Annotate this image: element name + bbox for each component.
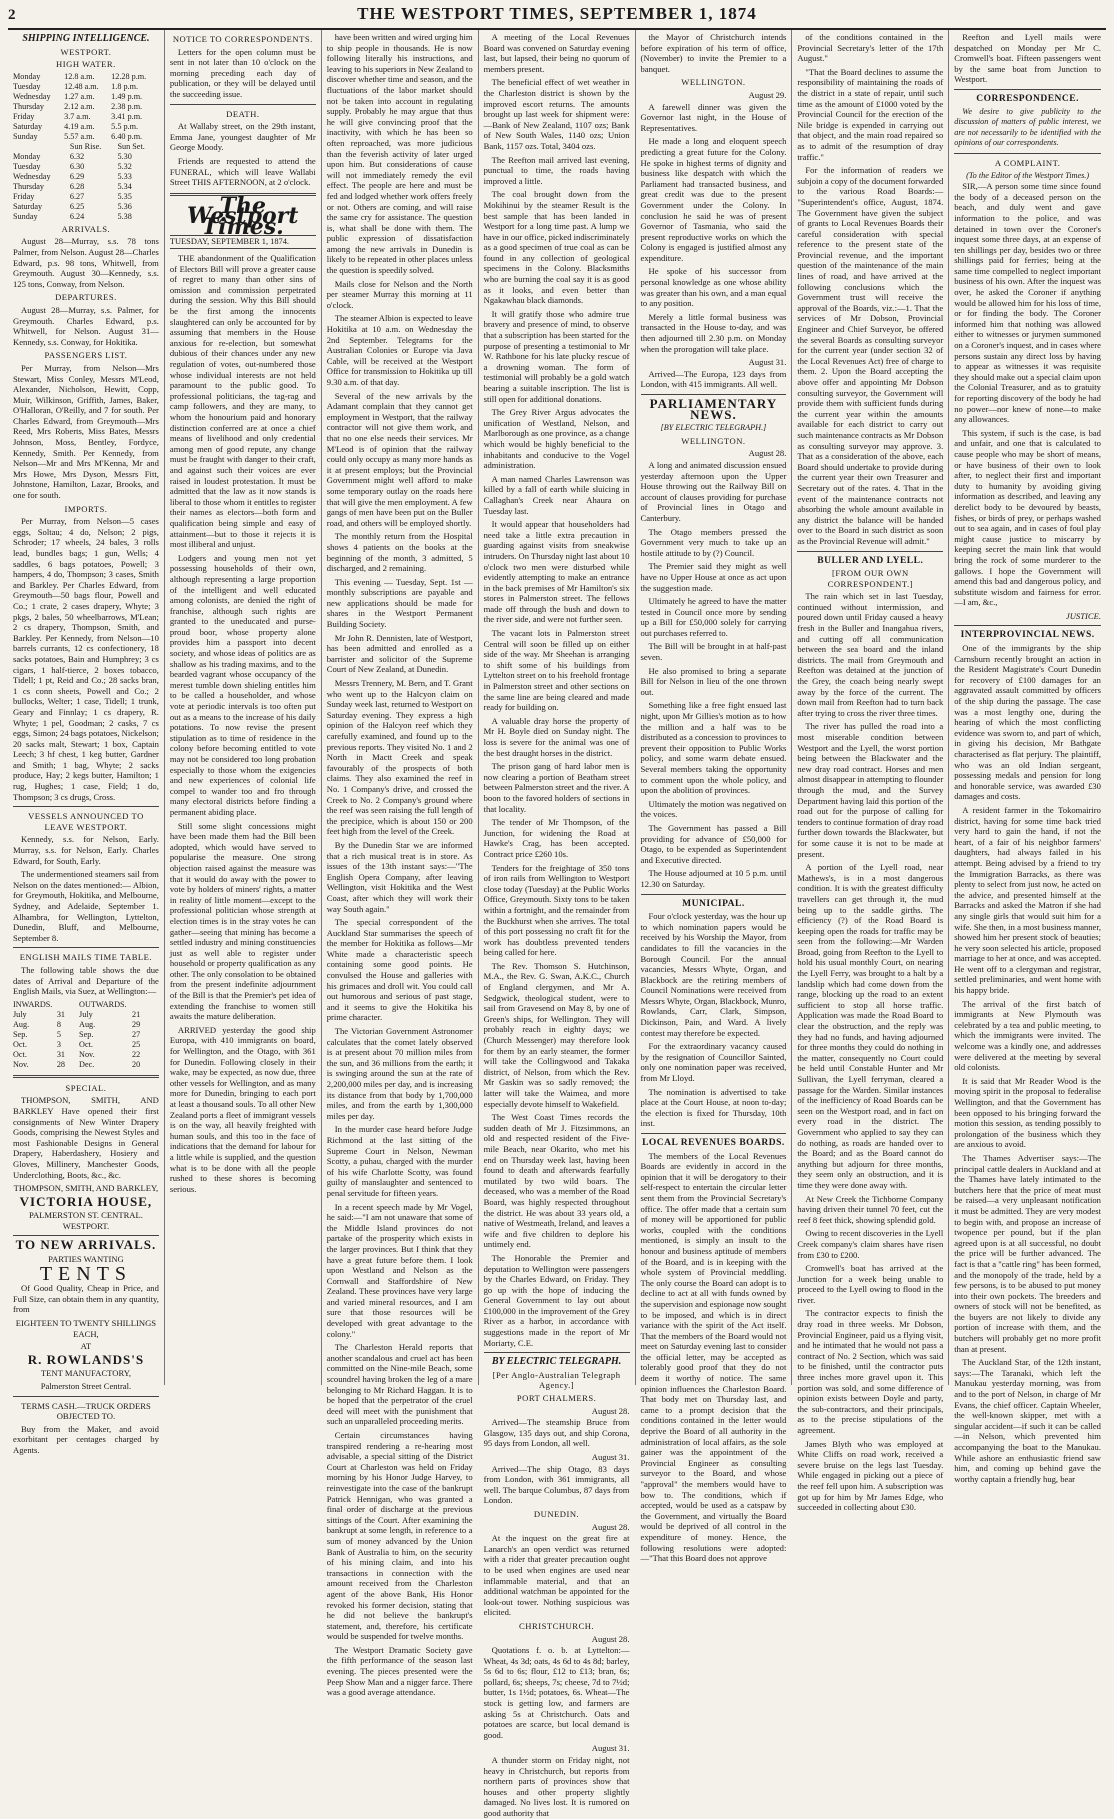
col7-paragraph: Reefton and Lyell mails were despatched on Monday per Mr C. Cromwell's boat. Fifteen passengers went by the same boat from Junction to Westport.	[954, 32, 1101, 85]
funeral-text: Friends are requested to attend the FUNERAL, which will leave Wallabi Street THIS AFTERNOON, at 2 o'clock.	[169, 155, 316, 188]
palmerston-address: PALMERSTON ST. CENTRAL. WESTPORT.	[28, 1210, 143, 1231]
westport-subheading: WESTPORT.	[60, 46, 112, 57]
col5-paragraph: For the extraordinary vacancy caused by the resignation of Councillor Sainted, only one nomination paper was received, from Mr Lloyd.	[640, 1041, 787, 1084]
mail-cell: 29	[131, 1019, 141, 1029]
mail-cell: 20	[131, 1059, 141, 1069]
col3-paragraph: The Westport Dramatic Society gave the fifth performance of the season last evening. The pieces presented were the Peep Show Man and a nigger farce. There was a good average attendance.	[326, 1644, 473, 1698]
mail-cell: July	[13, 1009, 27, 1019]
sun-row	[13, 182, 159, 192]
tide-cell: 3.7 a.m.	[64, 111, 91, 121]
col5-paragraph: The members of the Local Revenues Boards are evidently in accord in the opinion that it will be derogatory to their self-respect to entertain the circular letter sent them from the Provincial Secretary's office. The offer made that a certain sum of money will be apportioned for public works, coupled with the conditions mentioned, is simply an insult to the honour and business aptitude of members of the Board, and is in keeping with the whole system of Provincial meddling. The only course the Board can adopt is to decline to act at all with funds owned by the supervision and espionage now sought to be imposed, and which is in direct variance with the spirit of the Act itself. That the members of the Board would not meet on Saturday evening last to consider the official letter, may be accepted as tolerably good proof that they do not deem it worthy of notice. The same opinion influences the Charleston Board. That body met on Thursday last, and came to a prompt decision that the conditions contained in the letter would deprive the Board of all authority in the administration of local affairs, as the sole gainer was the appointment of the Provincial Engineer as consulting surveyor to the Board, and whose "approval" the members would have to bow to. The conditions, which if accepted, would be used as a catspaw by the Government, and virtually the Board would be deprived of all control in the expenditure of money. Hence, the following resolutions were adopted:—"That this Board does not approve	[640, 1150, 787, 1564]
sun-table	[13, 142, 159, 222]
arrivals-label: ARRIVALS.	[61, 223, 111, 234]
mail-cell: 22	[131, 1049, 141, 1059]
mail-cell: Aug.	[79, 1019, 96, 1029]
col4-paragraph: The Honorable the Premier and deputation to Wellington were passengers by the Charles Edward, on Friday. They go up with the hope of inducing the General Government to lay out about £100,000 in the improvement of the Grey River as a harbor, in accordance with suggestions made in the report of Mr Moriarty, C.E.	[483, 1252, 630, 1348]
sun-cell: Sunday	[13, 211, 38, 221]
tide-cell: 2.12 a.m.	[64, 101, 95, 111]
mail-row	[13, 1040, 159, 1050]
col4-paragraph: The Rev. Thomson S. Hutchinson, M.A., the Rev. G. Swan, A.K.C., Church of England clergymen, and Mr A. Sedgwick, theological student, were to sail from Gravesend on May 8, by one of Green's ships, for Wellington. They will probably reach in eighty days; we (Church Messenger) may therefore look for them by an early steamer, the former will take the Collingwood and Takaka district, of Nelson, from which the Rev. Mr Gaskin was so sadly removed; the latter will take the Waimea, and more especially devote himself to Wakefield.	[483, 960, 630, 1109]
tsb-name: THOMPSON, SMITH, AND BARKLEY,	[13, 1183, 159, 1194]
col5-paragraph: Four o'clock yesterday, was the hour up to which nomination papers would be received by his Worship the Mayor, from candidates to fill the vacancies in the Borough Council. For the annual vacancies, Messrs Whyte, Organ, and Blackbock are the retiring members of Council Nominations were received from Messrs Whyte, Organ, Blackbock, Munro, Rowlands, Carr, Clark, Simpson, Dickinson, Pain, and Ward. A lively contest may therefore be expected.	[640, 911, 787, 1038]
col3-paragraph: The Victorian Government Astronomer calculates that the comet lately observed is at present about 70 million miles from the sun, and 36 millions from the earth; it is swinging around the sun at the rate of 2,200,000 miles per day, and is increasing its distance from that body by 1,700,000 miles, and from the earth by 1,300,000 miles per day.	[326, 1026, 473, 1121]
col5-paragraph: The Otago members pressed the Government very much to take up an hostile attitude to by (?) Council.	[640, 526, 787, 558]
mail-row	[13, 1030, 159, 1040]
municipal-heading: MUNICIPAL.	[682, 898, 745, 909]
col5-paragraph: the Mayor of Christchurch intends before expiration of his term of office, (November) to invite the Premier to a banquet.	[640, 32, 787, 74]
col3-paragraph: Certain circumstances having transpired rendering a re-hearing most advisable, a special sitting of the District Court at Charleston was held on Friday morning by his Honor Judge Harvey, to reinvestigate into the case of the bankrupt Patrick Hennigan, who was granted a final order of discharge at the previous sittings of the Court. After examining the bankrupt at some length, in reference to a sum of money advanced by the Union Bank of Australia to him, on the security of his mining claim, and into his transactions in connection with the amount received from the Charleston agent of the above Bank, His Honor revoked his former decision, stating that he did not believe the bankrupt's statement, and, therefore, his certificate would be suspended for twelve months.	[326, 1430, 473, 1642]
correspondence-heading: CORRESPONDENCE.	[976, 93, 1079, 104]
col4-paragraph: Arrived—The steamship Bruce from Glasgow, 135 days out, and ship Corona, 95 days from London, all well.	[483, 1417, 630, 1449]
palmerston-street: Palmerston Street Central.	[40, 1381, 132, 1391]
death-text: At Wallaby street, on the 29th instant, Emma Jane, youngest daughter of Mr George Moody.	[169, 121, 316, 153]
mail-cell: 25	[131, 1039, 141, 1049]
dateline: August 28.	[591, 1521, 630, 1532]
col6-paragraph: James Blyth who was employed at White Cliffs on road work, received a severe bruise on the legs last Tuesday. While engaged in picking out a piece of the reef fell upon him. A subscription was got up for him by Mr James Edge, who succeeded in collecting about £30.	[797, 1438, 944, 1513]
letter-paragraph: SIR,—A person some time since found the body of a deceased person on the beach, and duly went and gave information to the police, and was detained in town over the Coroner's inquest some three days, at an expense of ten shillings per day, besides two or three shillings paid for ferries; being at the same time compelled to neglect important business of his own. After the inquest was over, he asked the Coroner if anything would be allowed him for his loss of time, or for finding the body. The Coroner informed him that nothing was allowed either to witnesses or jurymen summoned on a Coroner's inquest, and in cases where persons sustain any direct loss by having to appear as witnesses it was requisite they should make out a special claim upon the Colonial Treasurer, and as to gratuity for reporting discovery of the body he had no power—nor knew of none—to make any allowances.	[954, 181, 1101, 425]
column-7	[949, 30, 1106, 1484]
col4-paragraph: The beneficial effect of wet weather in the Charleston district is shown by the improved escort returns. The amounts brought up last week for shipment were:—Bank of New Zealand, 1107 ozs; Bank of New South Wales, 1140 ozs; Union Bank, 1157 ozs. Total, 3404 ozs.	[483, 77, 630, 151]
inwards-header: INWARDS.	[13, 999, 53, 1009]
col3-paragraph: have been written and wired urging him to ship people in thousands. He is now following literally his instructions, and leaving to his superiors in New Zealand to discover whether time and season, and the fluctuations of the labor market should not be taken into account in regulating supply. Probably he may argue that thus he will give convincing proof that the inactivity, with which he has been so often reproached, was more judicious than the feverish activity of later urged upon him. But considerations of cause will not immediately remedy the evil effect. The people are here and must be fed and lodged whether work offers freely or not. Others are coming, and will raise the same cry for assistance. The question is, what shall be done with them. The public expression of dissatisfaction among the new arrivals in Dunedin is likely to be repeated in other places unless the question is speedily solved.	[326, 32, 473, 276]
col7-paragraph: A resident farmer in the Tokomairiro district, having for some time back tried very hard to gain the hand, if not the heart, of a fair of his neighbor farmers' daughters, had always failed in his attempt. Being advised by a friend to try the Immigration Barracks, as there was plenty to select from just now, he acted on the advice, and presented himself at the Barracks and asked the Matron if she had any single girls that would suit him for a wife. She then, in a most business manner, showed him her present stock of beauties; he very soon selected his article, proposed marriage to her at once, and was accepted. He went off to a clergyman and registrar, settled preliminaries, and went home with his happy bride.	[954, 804, 1101, 996]
col7-paragraph: It is said that Mr Reader Wood is the moving spirit in the proposal to federalise Wellington, and that the Government has been opposed to his bringing forward the motion this session, as tending possibly to prolongation of the business which they are anxious to avoid.	[954, 1075, 1101, 1150]
col3-paragraph: In the murder case heard before Judge Richmond at the last sitting of the Supreme Court in Nelson, Newman Scotty, a puhau, charged with the murder of his wife Charlotte Scotty, was found guilty of manslaughter and sentenced to penal servitude for fifteen years.	[326, 1124, 473, 1198]
col4-paragraph: It would appear that householders had need take a little extra precaution in guarding against visits from sneakwise intruders. On Thursday night last about 10 o'clock two men were disturbed while evidently attempting to make an entrance in the back premises of Mr Hamilton's six stores in Palmerston street. The fellows made off through the bush and down to the river side, and were not further seen.	[483, 519, 630, 625]
tide-cell: 5.57 a.m.	[64, 131, 95, 141]
col3-paragraph: In a recent speech made by Mr Vogel, he said:—"I am not unaware that some of the Middle Island provinces do not partake of the prosperity which exists in the larger provinces. But I think that they have a great future before them. I look upon Westland and Nelson as the Cornwall and Staffordshire of New Zealand. These provinces have very large and varied mineral resources, and I am sure that those resources will be developed with great advantage to the colony."	[326, 1201, 473, 1339]
telegraph-heading: BY ELECTRIC TELEGRAPH.	[491, 1356, 622, 1368]
parliamentary-heading: PARLIAMENTARY NEWS.	[649, 396, 778, 422]
tide-cell: 12.48 a.m.	[64, 81, 99, 91]
col7-paragraph: One of the immigrants by the ship Carnsburn recently brought an action in the Resident Magistrate's Court Dunedin for recovery of £100 damages for an aggravated assault committed by officers of the ship during the passage. The case was a most lengthy one, during the hearing of which the most conflicting evidence was sworn to, and part of which, in giving his decision, Mr Bathgate characterised as flat perjury. The plaintiff, who was an old Indian sergeant, possessing medals and pension for long and honorable service, was awarded £30 damages and costs.	[954, 643, 1101, 802]
col6-paragraph: The rain which set in last Tuesday, continued without intermission, and poured down until Friday caused a heavy fresh in the Buller and Inangahua rivers, and cutting off all communication between the sea board and the inland districts. The mail from Greymouth and Reefton was detained at the junction of the Grey, the coach being nearly swept away by the force of the current. The down mail from Reefton had to turn back after trying to cross the river three times.	[797, 591, 944, 718]
col5-paragraph: The Premier said they might as well have no Upper House at once as act upon the suggestion made.	[640, 561, 787, 593]
letter-paragraph: This system, if such is the case, is bad and unfair, and one that is calculated to cause people who may be short of means, or have business of their own to look after, to neglect their first and important duty to humanity by avoiding giving information as described, and leaving any derelict body to be devoured by beasts, fishes, or birds of prey, or perhaps washed out to sea again, and in cases of foul play might cause justice to miscarry by keeping secret the main link that would bring the rock of some murderer to the gallows. I hope the Government will amend this bad and dangerous policy, and substitute wisdom and fairness for error.—I am, &c.,	[954, 427, 1101, 608]
column-4	[479, 30, 636, 1818]
arrived-paragraph: ARRIVED yesterday the good ship Europa, with 410 immigrants on board, for Wellington, and the Otago, with 361 for Dunedin. Following closely in their wake, may be expected, as now due, three other vessels for Wellington, and as many more for Dunedin, bringing to each port at least a thousand souls. To all other New Zealand ports a fleet of immigrant vessels is on the way, all heavily freighted with human souls, and this too in the face of indications that the demand for labour for a little while is supplied, and the question what is to be done with all the people rushed to these shores is becoming serious.	[169, 1024, 316, 1194]
sun-row	[13, 192, 159, 202]
sun-cell: 5.36	[117, 201, 132, 211]
column-2	[165, 30, 322, 1385]
sun-cell: 6.29	[69, 171, 85, 181]
tsb-advert-text: THOMPSON, SMITH, AND BARKLEY Have opened their first consignments of New Winter Drapery Goods, comprising the Newest Styles and most Fashionable Designs in General Drapery, Haberdashery, Hosiery and Gloves, Millinery, Manchester Goods, Underclothing, Boots, &c., &c.	[13, 1095, 159, 1180]
col3-paragraph: Several of the new arrivals by the Adamant complain that they cannot get employment in Westport, that the railway contractor will not give them work, and that no one else needs their services. Mr M'Leod is of opinion that the railway could only occupy as many more hands as it at present employs; but the Provincial Government might well afford to make some temporary outlay on the roads here that will give the men employment. A few gangs of men have been put on the Buller road, and others will be employed shortly.	[326, 390, 473, 528]
sun-cell: Saturday	[13, 201, 43, 211]
col3-paragraph: The special correspondent of the Auckland Star summarises the speech of the member for Hokitika as follows—Mr White made a characteristic speech containing some good points. He convulsed the House and galleries with his grimaces and droll wit. You could call out humorous and serious of past stage, and it seems to give the Hokitika his prime character.	[326, 917, 473, 1023]
parliamentary-subheading: [BY ELECTRIC TELEGRAPH.]	[660, 423, 767, 433]
col4-paragraph: A thunder storm on Friday night, not heavy in Christchurch, but reports from northern parts of provinces show that houses and other property slightly damaged. No lives lost. It is rumored on good authority that	[483, 1755, 630, 1818]
col5-paragraph: He made a long and eloquent speech predicting a great future for the Colony. He spoke in highest terms of dignity and business like despatch with which the Parliament had transacted business, and great credit was due to the present Government under the Colony. In conclusion he said he was of present Governor of Tasmania, who said the present reproductive works on which the Colony is engaged is justified almost any expenditure.	[640, 136, 787, 263]
passengers-label: PASSENGERS LIST.	[44, 350, 128, 361]
tide-row	[13, 112, 159, 122]
sun-row	[13, 172, 159, 182]
col5-paragraph: He also promised to bring a separate Bill for Nelson in lieu of the one thrown out.	[640, 665, 787, 697]
mail-cell: July	[79, 1009, 93, 1019]
notice-heading: NOTICE TO CORRESPONDENTS.	[172, 34, 313, 44]
parties-wanting: PARTIES WANTING	[48, 1254, 124, 1265]
tide-cell: 12.8 a.m.	[64, 71, 95, 81]
col5-paragraph: Merely a little formal business was transacted in the House to-day, and was then adjourned till 2.30 p.m. on Monday when the prorogation will take place.	[640, 311, 787, 354]
sun-cell: 5.38	[117, 211, 132, 221]
col5-paragraph: Ultimately the motion was negatived on the voices.	[640, 798, 787, 820]
mail-row	[13, 1020, 159, 1030]
tide-cell: 2.38 p.m.	[111, 101, 143, 111]
masthead	[8, 4, 1106, 30]
tide-cell: 6.40 p.m.	[111, 131, 143, 141]
dateline: August 28.	[748, 448, 787, 459]
col4-paragraph: Quotations f. o. b. at Lyttelton:—Wheat, 4s 3d; oats, 4s 6d to 4s 8d; barley, 5s 6d to 6s; flour, £12 to £13; bran, 6s; pollard, 6s; sheeps, 7s; cheese, 7d to 7½d; butter, 1s 1½d; potatoes, 6s. Wheat—The stock is getting low, and farmers are asking 5s at Christchurch. Oats and potatoes are scarce, but local demand is good.	[483, 1645, 630, 1740]
sun-row	[13, 152, 159, 162]
high-water-subheading: HIGH WATER.	[56, 59, 116, 70]
sun-row	[13, 162, 159, 172]
tide-cell: 1.27 a.m.	[64, 91, 95, 101]
dateline: August 28.	[591, 1633, 630, 1644]
tide-cell: Sunday	[13, 131, 38, 141]
sun-cell: Monday	[13, 151, 41, 161]
col5-paragraph: The House adjourned at 10 5 p.m. until 12.30 on Saturday.	[640, 868, 787, 889]
sun-row	[13, 202, 159, 212]
mails-heading: ENGLISH MAILS TIME TABLE.	[19, 952, 153, 963]
col4-paragraph: The vacant lots in Palmerston street Central will soon be filled up on either side of the way. Mr Sheehan is arranging to shift some of his buildings from Lyttelton street on to his freehold frontage in Palmerston street and other sections on the same line are being cleared and made ready for building on.	[483, 628, 630, 713]
mail-cell: Aug.	[13, 1019, 30, 1029]
col4-paragraph: The West Coast Times records the sudden death of Mr J. Fitzsimmons, an old and respected resident of the Five-mile Beach, near Okarito, who met his end on Thursday week last, having been found to death and afterwards fearfully mutilated by two wild boars. The deceased, who was a member of the Road Board, was highly respected throughout the district. He was about 33 years old, a native of Westmeath, Ireland, and leaves a wife and five children to deplore his untimely end.	[483, 1112, 630, 1250]
dunedin-heading: DUNEDIN.	[533, 1508, 580, 1519]
col6-paragraph: Owing to recent discoveries in the Lyell Creek company's claim shares have risen from £30 to £200.	[797, 1228, 944, 1260]
tide-row	[13, 102, 159, 112]
tide-row	[13, 122, 159, 132]
mail-cell: Nov.	[13, 1059, 29, 1069]
col3-paragraph: The steamer Albion is expected to leave Hokitika at 10 a.m. on Wednesday the 2nd September. Telegrams for the Australian Colonies or Europe via Java Cable, will be received at the Westport Office for transmission to Hokitika up till 9.30 a.m. of that day.	[326, 313, 473, 387]
tide-row	[13, 132, 159, 142]
vessels-text: Kennedy, s.s. for Nelson, Early. Murray, s.s. for Nelson, Early. Charles Edward, for South, Early.	[13, 834, 159, 866]
col6-paragraph: The river has pulled the road into a most miserable condition between Westport and the Lyell, the worst portion being between the Blackwater and the new dray road contract. Horses and men almost disappear in attempting to flounder through the mud, and the Survey Department having laid this portion of the road out for the purpose of calling for tenders to continue formation of dray road further down towards the Blackwater, but for some cause it is not to be made at present.	[797, 721, 944, 859]
tide-row	[13, 92, 159, 102]
col4-paragraph: It will gratify those who admire true bravery and presence of mind, to observe that a subscription has been started for the purpose of presenting a testimonial to Mr W. Rathbone for his late plucky rescue of a drowning woman. The form of testimonial will probably be a gold watch bearing a suitable inscription. The list is still open for additional donations.	[483, 308, 630, 404]
imports-text: Per Murray, from Nelson—5 cases eggs, Soltau; 4 do, Nelson; 2 pigs, Schroder; 17 wheels, 24 bales, 3 rolls lead, bundles bags; 1 gun, Wells; 4 saddles, 6 bags potatoes, Powell; 3 hampers, 4 do, Thompson; 3 cases, Smith and Barkley. Per Charles Edward, from Greymouth—50 bags flour, Powell and Co.; 1 crate, 2 cases drapery, Whyte; 3 pkgs, 2 bales, 50 wheelbarrows, M'Lean; 2 cs drapery, Thompson, Smith, and Barkley. Per Kennedy, from Nelson—10 barrels currants, 12 cs confectionery, 18 sacks potatoes, Bain and Humphrey; 3 cs cigars, 1 half-tierce, 2 boxes tobacco, Tidell; 1 pt, Reid and Co.; 28 sacks bran, 1 cs conn sheets, Powell and Co.; 2 bullocks, Welter; 1 case, Tidell; 1 trunk, Geary and Finnlay; 1 cs drapery, R. Whyte; 1 pel, Goodman; 2 casks, 7 cs eggs, Simon; 24 bags potatoes, Nickelson; 20 sacks malt, Stewart; 1 box, Captain Leech; 3 hf chest, 1 keg butter, Gardner and Smith; 1 bag, Whyte; 2 sacks produce, Hay; 2 kegs butter, Hamilton; 1 rug, Hughes; 1 case, Field; 1 do, Thompson; 3 cs drugs, Cross.	[13, 516, 159, 802]
tide-cell: Monday	[13, 71, 41, 81]
col3-paragraph: Messrs Trennery, M. Bern, and T. Grant who went up to the Halcyon claim on Sunday week last, returned to Westport on Saturday evening. They express a high opinion of the Halcyon reef which they carefully examined, and found up to the previous reports. They visited No. 1 and 2 North in Mactt Creek and speak favourably of the prospects of both claims. They also examined the reef in No. 1 Company's drive, and crossed the Creek to No. 2 Company's ground where the reef was seen raising the full length of the precipice, which is about 150 or 200 feet high from the level of the Creek.	[326, 678, 473, 837]
tide-cell: 1.8 p.m.	[111, 81, 139, 91]
port-chalmers-heading: PORT CHALMERS.	[516, 1393, 597, 1404]
page-number: 2	[8, 7, 16, 23]
telegraph-subheading: [Per Anglo-Australian Telegraph Agency.]	[492, 1369, 621, 1391]
buller-lyell-heading: BULLER AND LYELL.	[817, 555, 924, 566]
dateline: August 31.	[591, 1743, 630, 1754]
mail-cell: Sep.	[79, 1029, 94, 1039]
col4-paragraph: The Reefton mail arrived last evening, punctual to time, the roads having improved a little.	[483, 154, 630, 186]
departures-label: DEPARTURES.	[55, 292, 117, 303]
dateline	[170, 235, 316, 250]
mail-cell: 28	[56, 1059, 65, 1069]
new-arrivals-heading: TO NEW ARRIVALS.	[15, 1237, 157, 1253]
col3-paragraph: The Charleston Herald reports that another scandalous and cruel act has been committed on the Nine-mile Beach, some scoundrel having broken the leg of a mare belonging to Mr Richard Haggan. It is to be hoped that the perpetrator of the cruel deed will meet with the punishment that such an unparalleled proceeding merits.	[326, 1342, 473, 1427]
col4-paragraph: The tender of Mr Thompson, of the Junction, for widening the Road at Hawke's Crag, has been accepted. Contract price £260 10s.	[483, 817, 630, 859]
sun-rise-header: Sun Rise.	[69, 141, 102, 151]
sun-cell: Tuesday	[13, 161, 41, 171]
buller-subheading: [FROM OUR OWN CORRESPONDENT.]	[827, 568, 914, 589]
parliamentary-wellington: WELLINGTON.	[681, 435, 746, 446]
tide-cell: 4.19 a.m.	[64, 121, 95, 131]
tide-cell: Tuesday	[13, 81, 41, 91]
tide-cell: Friday	[13, 111, 35, 121]
sun-cell: 6.28	[69, 181, 85, 191]
col6-paragraph: The contractor expects to finish the dray road in three weeks. Mr Dobson, Provincial Engineer, paid us a flying visit, and he intimated that he would not pass a contract of No. 2 Section, which was said to be finished, until the contractor puts three inches more gravel upon it. This portion was sold, and some difference of opinion exists between Doyle and party, the sub-contractors, and their principals, as to the precise stipulations of the agreement.	[797, 1308, 944, 1435]
col3-paragraph: By the Dunedin Star we are informed that a rich musical treat is in store. As issues of the 13th instant says:—"The English Opera Company, after leaving Wellington, visit Hokitika and the West Coast, after which they will work their way South again."	[326, 839, 473, 914]
rowlands-name: R. ROWLANDS'S	[27, 1351, 145, 1367]
sun-cell: Friday	[13, 191, 35, 201]
col7-paragraph: The arrival of the first batch of immigrants at New Plymouth was celebrated by a tea and public meeting, to which the immigrants were invited. The welcome was a kindly one, and addresses were delivered at the meeting by several old colonists.	[954, 998, 1101, 1073]
col4-paragraph: The coal brought down from the Mokihinui by the steamer Result is the best sample that has been landed in Westport for a long time past. A lump we have in our office, picked indiscriminately as a good specimen of true coal as can be found in any collection of geological specimens in the Colony. Blacksmiths who are burning the coal say it is as good as it looks, and even better than Ngakawhau black diamonds.	[483, 189, 630, 306]
mail-cell: Dec.	[79, 1059, 95, 1069]
masthead-title: THE WESTPORT TIMES, SEPTEMBER 1, 1874	[357, 4, 757, 23]
correspondence-note: We desire to give publicity to the discussion of matters of public interest, we are not necessarily to be identified with the opinions of our correspondents.	[954, 106, 1101, 148]
col3-paragraph: This evening — Tuesday, Sept. 1st — monthly subscriptions are payable and new applications should be made for shares in the Westport Permanent Building Society.	[326, 576, 473, 630]
sun-cell: 5.35	[117, 191, 132, 201]
departures-text: August 28—Murray, s.s. Palmer, for Greymouth. Charles Edward, p.s. Whitwell, for Nelson. August 31—Kennedy, s.s. Conway, for Hokitika.	[13, 304, 159, 347]
dateline: August 29.	[748, 89, 787, 100]
col5-paragraph: The Government has passed a Bill providing for advance of £50,000 for Otago, to be expended as Superintendent and Executive directed.	[640, 822, 787, 865]
mail-cell: 31	[56, 1009, 65, 1019]
col3-paragraph: The monthly return from the Hospital shows 4 patients on the books at the beginning of the month, 3 admitted, 5 discharged, and 2 remaining.	[326, 531, 473, 574]
column-5	[636, 30, 793, 1564]
col4-paragraph: A meeting of the Local Revenues Board was convened on Saturday evening last, but lapsed, their being no quorum of members present.	[483, 32, 630, 74]
sun-cell: 6.27	[69, 191, 85, 201]
letter-signature: JUSTICE.	[1065, 610, 1101, 621]
sun-cell: Wednesday	[13, 171, 51, 181]
col4-paragraph: A man named Charles Lawrenson was killed by a fall of earth while sluicing in Callaghan's Creek near Ahaura on Tuesday last.	[483, 473, 630, 516]
col4-paragraph: At the inquest on the great fire at Lanarch's an open verdict was returned with a rider that greater precaution ought to be used when engines are used near inflammable material, and that an additional watchman be appointed for the look-out tower. Nothing suspicious was elicited.	[483, 1533, 630, 1618]
col5-paragraph: A farewell dinner was given the Governor last night, in the House of Representatives.	[640, 101, 787, 133]
col5-paragraph: The nomination is advertised to take place at the Court House, at noon to-day; the election is fixed for Thursday, 10th inst.	[640, 1086, 787, 1129]
dateline-text: TUESDAY, SEPTEMBER 1, 1874.	[169, 236, 290, 246]
tents-heading: TENTS	[39, 1262, 133, 1285]
imports-label: IMPORTS.	[64, 503, 108, 514]
col4-paragraph: The prison gang of hard labor men is now clearing a portion of Beatham street between Palmerston street and the river. A boon to the favored holders of sections in that locality.	[483, 761, 630, 814]
leader-paragraph-1: THE abandonment of the Qualification of Electors Bill will prove a greater cause of regret to many than other sins of omission and commission perpetrated during the session. Why this Bill should be the first among the innocents slaughtered can only be accounted for by assuming that members in the House anxious for re-election, but somewhat dubious of their chances under any new regulation of votes, out-numbered those whose individual interests are not held paramount to the public good. To professional politicians, the tag-rag and camp followers, and they are many, to whom the honourium paid and honorary distinction conferred are at once a chief means of livelihood and only credential among men of good repute, any change must be fraught with danger to their craft, and against such their voices are ever raised in loudest protestation. It must be admitted that the law as it now stands is liberal to those whom it entitles to register their names as electors—both form and qualification being simple and easy of attainment—but to those it rejects it is most illiberal and unjust.	[169, 253, 316, 550]
newspaper-nameplate: The Westport Times.	[187, 192, 299, 240]
victoria-house: VICTORIA HOUSE,	[19, 1193, 153, 1209]
steamers-text: The undermentioned steamers sail from Nelson on the dates mentioned:— Albion, for Greymouth, Hokitika, and Melbourne, Sydney, and Adelaide, September 1. Alhambra, for Wellington, Lyttelton, Dunedin, Bluff, and Melbourne, September 8.	[13, 869, 159, 943]
shipping-heading: SHIPPING INTELLIGENCE.	[22, 33, 150, 44]
sun-cell: 6.30	[69, 161, 85, 171]
col6-paragraph: Cromwell's boat has arrived at the Junction for a week being unable to proceed to the Lyell owing to flood in the river.	[797, 1263, 944, 1305]
mail-cell: 3	[56, 1039, 61, 1049]
col6-paragraph: "That the Board declines to assume the responsibility of maintaining the roads of the district in a state of repair, until such time as the amount of £1000 voted by the Provincial Council for the erection of the Nile bridge is expended in carrying out that object, and the main road repaired so as to admit of the resumption of dray traffic."	[797, 66, 944, 162]
tent-manufactory: TENT MANUFACTORY,	[40, 1368, 131, 1379]
price-line: EIGHTEEN TO TWENTY SHILLINGS EACH,	[15, 1318, 157, 1339]
mails-table	[13, 1000, 159, 1070]
col6-paragraph: of the conditions contained in the Provincial Secretary's letter of the 17th August."	[797, 32, 944, 64]
wellington-heading: WELLINGTON.	[681, 77, 746, 88]
col5-paragraph: Something like a free fight ensued last night, upon Mr Gillies's motion as to how the million and a half was to be distributed as a concession to provinces to prevent their opposition to Public Works policy, and some warm debate ensued. Several members taking the opportunity to comment upon the whole policy, and upon the abolition of provinces.	[640, 700, 787, 796]
mail-row	[13, 1050, 159, 1060]
christchurch-heading: CHRISTCHURCH.	[519, 1620, 595, 1631]
tide-row	[13, 82, 159, 92]
sun-cell: 5.30	[117, 151, 132, 161]
outwards-header: OUTWARDS.	[79, 999, 127, 1009]
col6-paragraph: A portion of the Lyell road, near Mathews's, is in a most dangerous condition. It is with the greatest difficulty travellers can get through it, the mud being up to the saddle girths. The efficiency (?) of the Road Board is keeping open the roads for traffic may be seen from the following:—Mr Warden Broad, going from Reefton to the Lyell to hold his usual monthly Court, on nearing the Lyell Ferry, was brought to a halt by a landslip which had come down from the range, blocking up the road to an extent sufficient to stop all horse traffic. Application was made the Road Board to clear the obstruction, and the reply was they had no funds, and having adjourned for three months they could do nothing in the matter, consequently no Court could be held until Constable Hunter and Mr Sullivan, the Lyell ferryman, cleared a passage for the Warden. Similar instances of the inefficiency of Road Boards can be seen on the Westport road, and in fact on every road in the district. The Government who applied to say they can do nothing, as roads are handed over to the Board; and as the Board cannot do anything but adjourn for three months, they seem only an obstruction, and it is time they were done away with.	[797, 862, 944, 1190]
terms-line: TERMS CASH.—TRUCK ORDERS OBJECTED TO.	[21, 1400, 151, 1422]
notice-text: Letters for the open column must be sent in not later than 10 o'clock on the morning preceding each day of publication, or they will be delayed until the succeeding issue.	[169, 46, 316, 99]
complaint-heading: A COMPLAINT.	[994, 157, 1061, 168]
to-editor-line: (To the Editor of the Westport Times.)	[966, 170, 1090, 180]
leader-paragraph-2: Lodgers and young men not yet possessing households of their own, although representing a large proportion of the intelligent and well educated among colonists, are denied the right of franchise, although such rights are granted to the uneducated and purse-proud boor, whose property alone provides him a passport into decent society, and whose ideas of politics are as shallow as his trading maxims, and to the bearded vagrant whose occupancy of the merest tumble down shieling entitles him to be called a householder, and whose vote at periodic intervals is too often put out as a means to the increase of his daily potations. To now revise the present stipulation as to time of residence in the colony before becoming entitled to vote may not be considered too long probation especially to those whom the exigencies and new experiences of colonial life compel to wander too and fro through many electoral districts before finding a permanent abiding place.	[169, 552, 316, 817]
mail-cell: 8	[56, 1019, 61, 1029]
col7-paragraph: The Auckland Star, of the 12th instant, says:—The Taranaki, which left the Manukau yesterday morning, was from and to the port of Nelson, in charge of Mr Evans, the chief officer. Captain Wheeler, the well-known skipper, met with a singular accident—if such it can be called—in Nelson, which prevented him accompanying the boat to the Manukau. While ashore an enthusiastic friend saw him, and coming up behind gave the worthy captain a friendly hug, bear	[954, 1357, 1101, 1484]
interprovincial-heading: INTERPROVINCIAL NEWS.	[960, 630, 1095, 641]
sun-cell: 5.33	[117, 171, 132, 181]
tide-cell: Wednesday	[13, 91, 51, 101]
mail-cell: 5	[56, 1029, 61, 1039]
col5-paragraph: Arrived—The Europa, 123 days from London, with 415 immigrants. All well.	[640, 368, 787, 390]
col3-paragraph: Mails close for Nelson and the North per steamer Murray this morning at 11 o'clock.	[326, 278, 473, 310]
column-6	[792, 30, 949, 1513]
mail-cell: Oct.	[13, 1039, 27, 1049]
sun-cell: 5.34	[117, 181, 132, 191]
sun-cell: 6.32	[69, 151, 85, 161]
col5-paragraph: A long and animated discussion ensued yesterday afternoon upon the Upper House throwing out the Railway Bill on account of clauses providing for purchase of Provincial lines in Otago and Canterbury.	[640, 459, 787, 523]
tide-cell: Thursday	[13, 101, 44, 111]
col5-paragraph: Ultimately he agreed to have the matter tested in Council once more by sending up a Bill for £50,000 solely for carrying out purchases referred to.	[640, 596, 787, 638]
mail-cell: Nov.	[79, 1049, 95, 1059]
col3-paragraph: Mr John R. Dennisten, late of Westport, has been admitted and enrolled as a barrister and solicitor of the Supreme Court of New Zealand, at Dunedin.	[326, 632, 473, 675]
local-revenues-heading: LOCAL REVENUES BOARDS.	[642, 1138, 785, 1148]
high-water-table	[13, 72, 159, 142]
death-heading: DEATH.	[226, 108, 260, 119]
sun-cell: Thursday	[13, 181, 44, 191]
mail-cell: 27	[131, 1029, 141, 1039]
mail-cell: Sep.	[13, 1029, 28, 1039]
tide-cell: 12.28 p.m.	[111, 71, 147, 81]
sun-row	[13, 212, 159, 222]
sun-cell: 5.32	[117, 161, 132, 171]
col4-paragraph: Tenders for the freightage of 350 tons of iron rails from Wellington to Westport close today (Tuesday) at the Public Works Office, Greymouth. Sixty tons to be taken within a fortnight, and the remainder from the Buckhurst when she arrives. The total of this port possessing no craft fit for the work has doubtless prevented tenders being called for here.	[483, 862, 630, 958]
col4-paragraph: Arrived—The ship Otago, 83 days from London, with 361 immigrants, all well. The barque Columbus, 87 days from London.	[483, 1463, 630, 1506]
arrivals-text: August 28—Murray, s.s. 78 tons Palmer, from Nelson. August 28—Charles Edward, p.s. 98 tons, Whitwell, from Greymouth. August 30—Kennedy, s.s. 125 tons, Conway, from Nelson.	[13, 236, 159, 289]
dateline: August 28.	[591, 1405, 630, 1416]
mail-cell: Oct.	[79, 1039, 93, 1049]
special-heading: SPECIAL.	[65, 1082, 107, 1093]
dateline: August 31.	[748, 357, 787, 368]
mail-row	[13, 1060, 159, 1070]
col4-paragraph: The Grey River Argus advocates the unification of Westland, Nelson, and Marlborough as one province, as a change which would be highly beneficial to the inhabitants and conducive to the Vogel administration.	[483, 407, 630, 471]
sun-cell: 6.24	[69, 211, 85, 221]
tide-cell: 3.41 p.m.	[111, 111, 143, 121]
tide-cell: 5.5 p.m.	[111, 121, 139, 131]
col5-paragraph: The Bill will be brought in at half-past seven.	[640, 641, 787, 663]
buy-line: Buy from the Maker, and avoid exorbitant per centages charged by Agents.	[13, 1423, 159, 1455]
mail-row	[13, 1010, 159, 1020]
tide-cell: 1.49 p.m.	[111, 91, 143, 101]
mail-cell: Oct.	[13, 1049, 27, 1059]
col7-paragraph: The Thames Advertiser says:—The principal cattle dealers in Auckland and at the Thames have lately intimated to the butchers here that the price of meat must be raised—a very unpleasant notification it must be admitted. They are very modest to begin with, and propose an increase of twopence per pound, but if the plan agreed upon is at all successful, no doubt the price will be further advanced. The fact is that a "cattle ring" has been formed, and the monopoly of the trade, held by a few persons, is to be abused to put money into their own pockets. The breeders and owners of stock will not be benefited, as the buyers are not likely to divide any portion of increase with them, and the butchers will probably get no more profit than at present.	[954, 1152, 1101, 1354]
passengers-text: Per Murray, from Nelson—Mrs Stewart, Miss Conley, Messrs M'Leod, Alexander, Nicholson, Hewitt, Copp, Muir, Wilkinson, Griffith, James, Baker, O'Halloran, O'Reilly, and 7 for south. Per Charles Edward, from Greymouth—Mrs Reed, Mrs Roberts, Miss Bates, Messrs Johnson, Moss, Bentley, Fordyce, Kennedy, Smith. Per Kennedy, from Nelson—Mr and Mrs M'Kenna, Mr and Mrs Howe, Mrs Dyson, Messrs Fitt, Johnstone, Hamilton, Lazar, Brooks, and one for south.	[13, 362, 159, 501]
vessels-heading: VESSELS ANNOUNCED TO LEAVE WESTPORT.	[28, 811, 144, 832]
mail-cell: 21	[131, 1009, 141, 1019]
tide-row	[13, 72, 159, 82]
leader-paragraph-3: Still some slight concessions might have been made them had the Bill been adopted, which would have served to popularise the measure. One strong objection raised against the measure was that it would do away with the power to vote by holders of miners' rights, a matter in reality of little moment—except to the professional politician whose strength at election times is in the stray votes he can gather—seeing that mining has become a settled industry and mining constituencies just as well able to register under household or property qualification as any other. The only consolation to be obtained from the present indefinite adjournment of the Bill is that the Premier's pet idea of extending the franchise to women still awaits the mature deliberation.	[169, 820, 316, 1022]
dateline: August 31.	[591, 1452, 630, 1462]
sun-set-header: Sun Set.	[117, 141, 145, 151]
col6-paragraph: At New Creek the Tichborne Company having driven their tunnel 70 feet, cut the reef 8 feet thick, showing splendid gold.	[797, 1193, 944, 1225]
col4-paragraph: A valuable dray horse the property of Mr H. Boyle died on Sunday night. The loss is severe for the animal was one of the best draught horses in the district.	[483, 715, 630, 758]
at-line: AT	[80, 1341, 92, 1352]
column-1	[8, 30, 165, 1455]
mail-cell: 31	[56, 1049, 65, 1059]
tents-text: Of Good Quality, Cheap in Price, and Full Size, can obtain them in any quantity, from	[13, 1283, 159, 1315]
col6-paragraph: For the information of readers we subjoin a copy of the document forwarded to the various Road Boards:— "Superintendent's office, August, 1874. The Government have given the subject of grants to Local Revenues Boards their careful consideration with special reference to the present state of the Provincial revenue, and the important question of the maintenance of the main lines of road, and have arrived at the following conclusions which the Government trust will receive the approval of the Boards, viz.:—1. That the services of Mr Dobson, Provincial Engineer and Chief Surveyor, be offered the several Boards as consulting surveyor for the current year (under section 32 of the Local Revenues Act) free of charge to them. 2. Upon the Board accepting the above offer and appointing Mr Dobson consulting surveyor, the Government will provide them with sufficient funds during the current year within the amounts available for each district to carry out such maintenance contracts as Mr Dobson as consulting surveyor may approve. 3. That as a consideration of the above, each Board should undertake to provide during the current year their own Treasurer and Secretary out of the rates. 4. That in the event of the maintenance contracts not absorbing the whole amount available in any district the balance will be handed over to the Board in such district as soon as the Provincial Revenue will admit."	[797, 165, 944, 546]
col5-paragraph: He spoke of his successor from personal knowledge as one whose ability was greater than his own, and a man equal to any position.	[640, 266, 787, 309]
sun-cell: 6.25	[69, 201, 85, 211]
tide-cell: Saturday	[13, 121, 43, 131]
mails-intro: The following table shows the due dates of Arrival and Departure of the English Mails, via Suez, at Wellington:—	[13, 964, 159, 997]
column-3	[322, 30, 479, 1698]
